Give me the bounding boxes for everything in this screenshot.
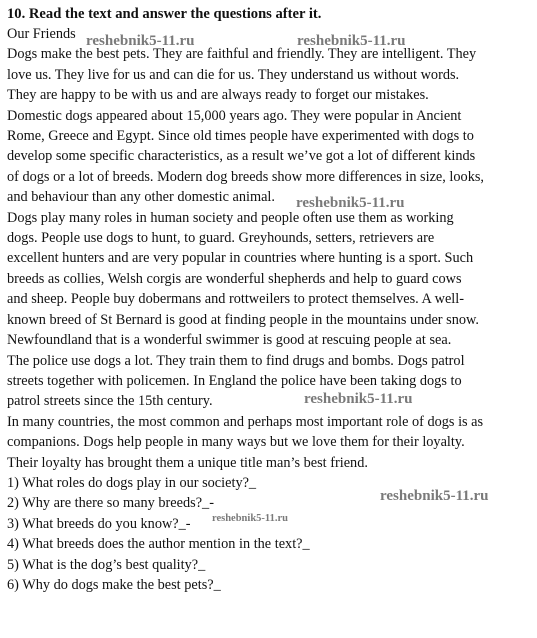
text-line: love us. They live for us and can die for us. They understand us without words. — [7, 66, 460, 83]
text-line: and behaviour than any other domestic animal. — [7, 189, 275, 206]
text-line: Their loyalty has brought them a unique title man’s best friend. — [7, 454, 368, 471]
question-item: 2) Why are there so many breeds?_- — [7, 495, 214, 512]
watermark: reshebnik5-11.ru — [304, 391, 413, 407]
text-body — [7, 44, 533, 473]
watermark: reshebnik5-11.ru — [296, 195, 405, 211]
question-item: 5) What is the dog’s best quality?_ — [7, 556, 206, 573]
question-item: 6) Why do dogs make the best pets?_ — [7, 576, 221, 593]
text-line: of dogs or a lot of breeds. Modern dog breeds show more differences in size, looks, — [7, 168, 484, 185]
text-line: and sheep. People buy dobermans and rottweilers to protect themselves. A well- — [7, 291, 464, 308]
watermark: reshebnik5-11.ru — [86, 33, 195, 49]
text-line: Rome, Greece and Egypt. Since old times people have experimented with dogs to — [7, 128, 474, 145]
text-line: breeds as collies, Welsh corgis are wonderful shepherds and help to guard cows — [7, 270, 462, 287]
question-list — [7, 473, 533, 595]
text-line: Dogs play many roles in human society and people often use them as working — [7, 209, 454, 226]
text-line: patrol streets since the 15th century. — [7, 393, 213, 410]
text-line: excellent hunters and are very popular in countries where hunting is a sport. Such — [7, 250, 474, 267]
watermark: reshebnik5-11.ru — [212, 513, 288, 524]
text-line: Dogs make the best pets. They are faithful and friendly. They are intelligent. They — [7, 46, 477, 63]
watermark: reshebnik5-11.ru — [380, 488, 489, 504]
exercise-heading: 10. Read the text and answer the questions after it. — [7, 6, 322, 22]
text-line: streets together with policemen. In England the police have been taking dogs to — [7, 372, 462, 389]
text-line: dogs. People use dogs to hunt, to guard. Greyhounds, setters, retrievers are — [7, 230, 435, 247]
text-line: known breed of St Bernard is good at finding people in the mountains under snow. — [7, 311, 479, 328]
text-title: Our Friends — [7, 26, 76, 42]
text-line: They are happy to be with us and are always ready to forget our mistakes. — [7, 87, 429, 104]
text-line: The police use dogs a lot. They train them to find drugs and bombs. Dogs patrol — [7, 352, 465, 369]
text-line: develop some specific characteristics, as a result we’ve got a lot of different kinds — [7, 148, 476, 165]
text-line: In many countries, the most common and perhaps most important role of dogs is as — [7, 413, 484, 430]
text-line: Domestic dogs appeared about 15,000 years ago. They were popular in Ancient — [7, 107, 462, 124]
text-line: Newfoundland that is a wonderful swimmer is good at rescuing people at sea. — [7, 332, 452, 349]
question-item: 1) What roles do dogs play in our society?_ — [7, 474, 257, 491]
text-line: companions. Dogs help people in many ways but we love them for their loyalty. — [7, 434, 465, 451]
document — [7, 4, 533, 595]
watermark: reshebnik5-11.ru — [297, 33, 406, 49]
question-item: 3) What breeds do you know?_- — [7, 515, 191, 532]
question-item: 4) What breeds does the author mention in the text?_ — [7, 536, 310, 553]
